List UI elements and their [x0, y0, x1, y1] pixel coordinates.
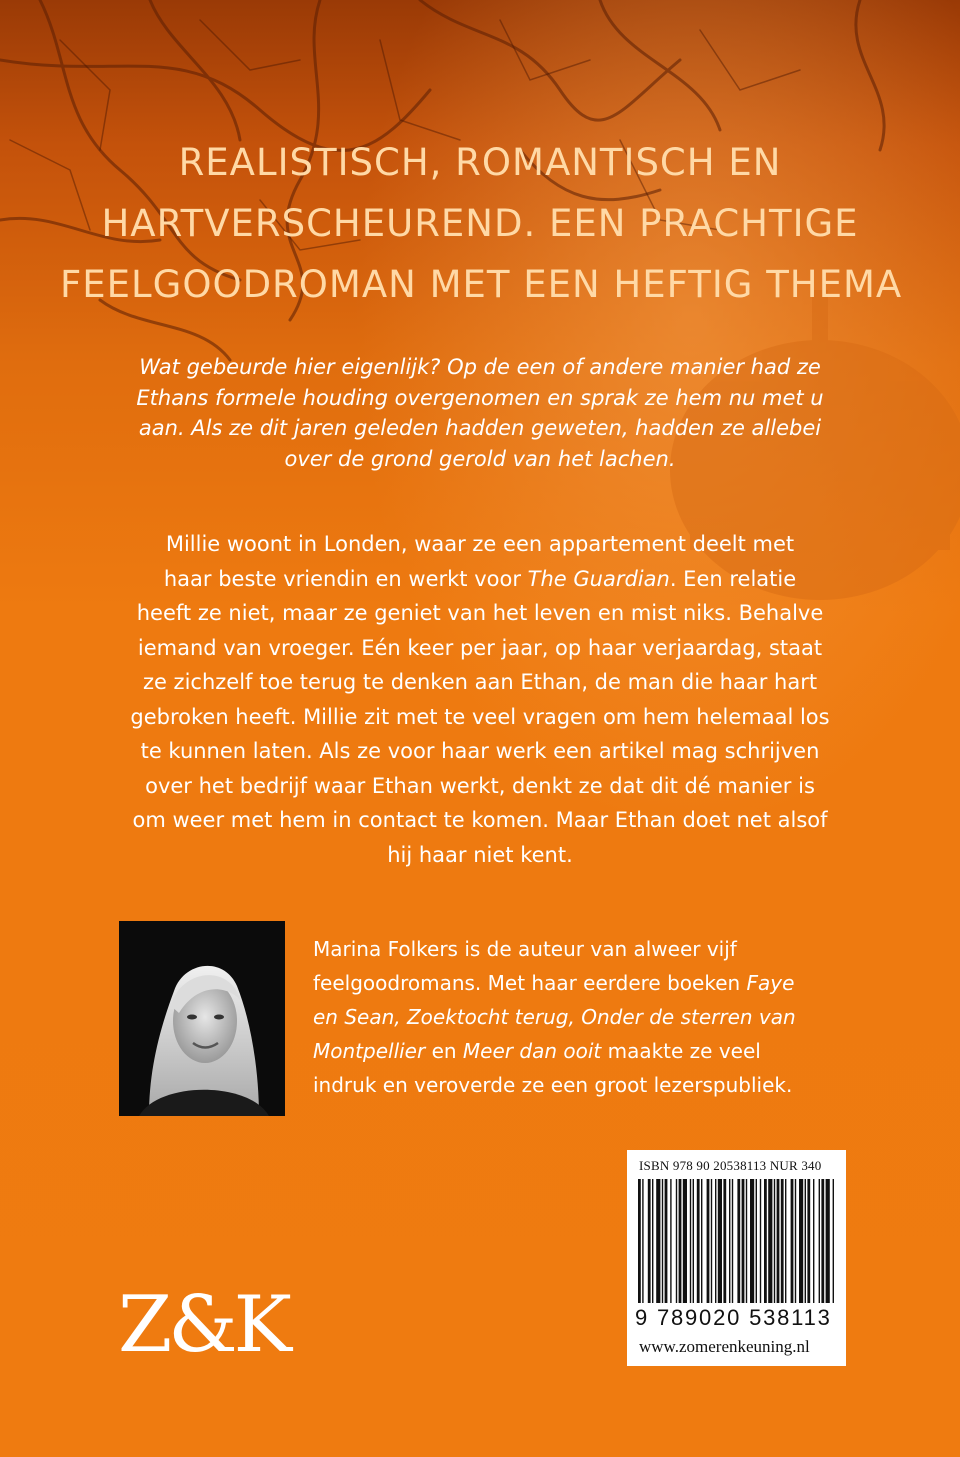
- barcode-bar: [826, 1179, 830, 1303]
- bio-text: feelgoodromans. Met haar eerdere boeken: [313, 971, 747, 995]
- bio-line: [313, 1034, 853, 1068]
- barcode-bar: [785, 1179, 786, 1303]
- book-excerpt: [100, 352, 860, 474]
- barcode-bar: [777, 1179, 780, 1303]
- barcode-bar: [756, 1179, 757, 1303]
- book-synopsis: [100, 527, 860, 872]
- synopsis-line: [100, 562, 860, 597]
- book-title: Montpellier: [313, 1039, 426, 1063]
- barcode-bar: [679, 1179, 682, 1303]
- barcode-bar: [718, 1179, 722, 1303]
- barcode-bar: [693, 1179, 694, 1303]
- barcode-bar: [742, 1179, 745, 1303]
- barcode-bar: [656, 1179, 660, 1303]
- synopsis-line: te kunnen laten. Als ze voor haar werk een artikel mag schrijven: [140, 739, 820, 763]
- barcode-bar: [821, 1179, 824, 1303]
- barcode-bar: [676, 1179, 677, 1303]
- synopsis-text: . Een relatie: [669, 566, 797, 591]
- synopsis-line: om weer met hem in contact te komen. Maar Ethan doet net alsof: [132, 808, 828, 832]
- barcode-bar: [701, 1179, 702, 1303]
- publisher-logo: Z&K: [118, 1280, 288, 1370]
- barcode-bar: [670, 1179, 671, 1303]
- author-portrait-icon: [119, 921, 285, 1116]
- bio-text: maakte ze veel: [601, 1039, 761, 1063]
- barcode-bar: [683, 1179, 687, 1303]
- barcode-bar: [774, 1179, 775, 1303]
- tagline-line: FEELGOODROMAN MET EEN HEFTIG THEMA: [60, 263, 903, 306]
- barcode-bar: [807, 1179, 810, 1303]
- barcode-bar: [799, 1179, 803, 1303]
- bio-line: indruk en veroverde ze een groot lezerspubliek.: [313, 1073, 793, 1097]
- barcode-bar: [652, 1179, 653, 1303]
- synopsis-line: over het bedrijf waar Ethan werkt, denkt ze dat dit dé manier is: [145, 773, 815, 798]
- barcode-bar: [729, 1179, 730, 1303]
- barcode-bar: [707, 1179, 710, 1303]
- bio-line: [313, 966, 853, 1000]
- excerpt-line: aan. Als ze dit jaren geleden hadden geweten, hadden ze allebei: [138, 416, 822, 440]
- barcode-bar: [833, 1179, 834, 1303]
- synopsis-line: ze zichzelf toe terug te denken aan Ethan, de man die haar hart: [142, 670, 818, 694]
- barcode-bar: [805, 1179, 806, 1303]
- barcode-bar: [711, 1179, 712, 1303]
- barcode-bar: [648, 1179, 651, 1303]
- excerpt-line: Ethans formele houding overgenomen en sprak ze hem nu met u: [136, 385, 824, 410]
- barcode-bar: [737, 1179, 740, 1303]
- barcode-digits: 9 789020 538113: [635, 1305, 832, 1330]
- barcode-bar: [764, 1179, 767, 1303]
- barcode-bar: [795, 1179, 796, 1303]
- bio-text: en: [425, 1039, 463, 1063]
- barcode-bar: [732, 1179, 733, 1303]
- tagline: [60, 132, 903, 315]
- book-titles: en Sean, Zoektocht terug, Onder de sterren van: [313, 1005, 796, 1029]
- book-title: Faye: [746, 971, 795, 995]
- barcode-bar: [662, 1179, 663, 1303]
- barcode-bar: [813, 1179, 814, 1303]
- author-bio: [313, 932, 853, 1102]
- barcode-icon: [634, 1179, 839, 1305]
- bio-line: [313, 1000, 853, 1034]
- book-title: Meer dan ooit: [462, 1039, 602, 1063]
- barcode-bar: [768, 1179, 772, 1303]
- excerpt-line: Wat gebeurde hier eigenlijk? Op de een of andere manier had ze: [139, 355, 821, 379]
- publisher-website: www.zomerenkeuning.nl: [639, 1337, 810, 1356]
- barcode-bar: [819, 1179, 820, 1303]
- barcode-bar: [760, 1179, 761, 1303]
- barcode-bar: [791, 1179, 794, 1303]
- synopsis-line: Millie woont in Londen, waar ze een appartement deelt met: [165, 532, 795, 556]
- barcode-bar: [715, 1179, 716, 1303]
- tagline-line: REALISTISCH, ROMANTISCH EN: [178, 141, 782, 184]
- barcode-bar: [723, 1179, 726, 1303]
- synopsis-line: iemand van vroeger. Eén keer per jaar, op haar verjaardag, staat: [137, 635, 823, 660]
- barcode-box: [627, 1150, 846, 1366]
- excerpt-line: over de grond gerold van het lachen.: [284, 446, 676, 471]
- barcode-bar: [697, 1179, 700, 1303]
- newspaper-title: The Guardian: [527, 566, 670, 591]
- barcode-bar: [638, 1179, 641, 1303]
- barcode-bar: [690, 1179, 691, 1303]
- synopsis-text: haar beste vriendin en werkt voor: [163, 566, 528, 591]
- barcode-bar: [781, 1179, 784, 1303]
- synopsis-line: heeft ze niet, maar ze geniet van het leven en mist niks. Behalve: [136, 601, 824, 625]
- isbn-text: ISBN 978 90 20538113 NUR 340: [639, 1158, 822, 1173]
- barcode-bar: [750, 1179, 754, 1303]
- barcode-bar: [642, 1179, 643, 1303]
- bio-line: Marina Folkers is de auteur van alweer vijf: [313, 937, 737, 961]
- barcode-bar: [746, 1179, 747, 1303]
- synopsis-line: gebroken heeft. Millie zit met te veel vragen om hem helemaal los: [130, 704, 830, 729]
- synopsis-line: hij haar niet kent.: [387, 842, 573, 867]
- author-photo: [119, 921, 285, 1116]
- barcode-bar: [665, 1179, 668, 1303]
- tagline-line: HARTVERSCHEUREND. EEN PRACHTIGE: [101, 202, 859, 245]
